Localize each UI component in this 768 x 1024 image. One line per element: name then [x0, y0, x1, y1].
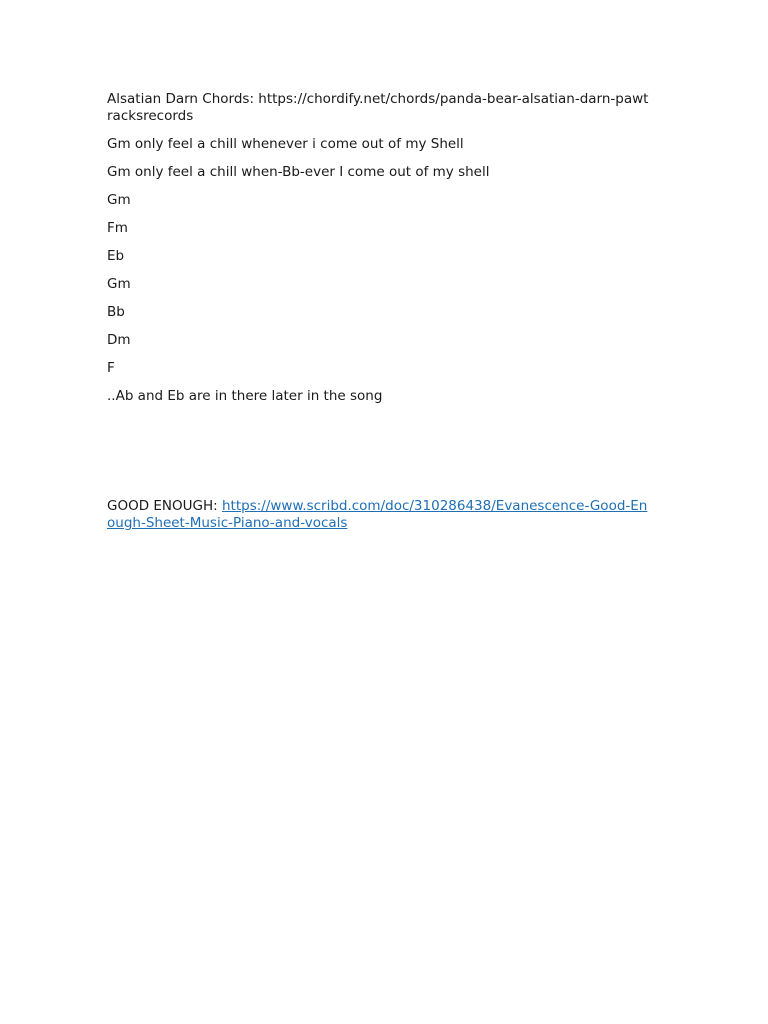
paragraph-chord-gm: Gm: [107, 192, 131, 208]
paragraph-chord-eb: Eb: [107, 248, 125, 264]
document-page: [107, 91, 652, 543]
paragraph-chord-gm-2: Gm: [107, 276, 131, 292]
paragraph-chord-bb: Bb: [107, 304, 125, 320]
paragraph-chord-f: F: [107, 360, 115, 376]
good-enough-link[interactable]: https://www.scribd.com/doc/310286438/Evanescence-Good-Enough-Sheet-Music-Piano-and-vocals: [107, 498, 648, 531]
paragraph-note-ab-eb: ..Ab and Eb are in there later in the song: [107, 388, 383, 404]
paragraph-alsatian-darn-chords: Alsatian Darn Chords: https://chordify.net/chords/panda-bear-alsatian-darn-pawtracksrecords: [107, 91, 649, 124]
paragraph-chord-dm: Dm: [107, 332, 131, 348]
blank-space: [107, 416, 652, 498]
good-enough-label: GOOD ENOUGH:: [107, 498, 222, 514]
paragraph-lyric-line-2: Gm only feel a chill when-Bb-ever I come out of my shell: [107, 164, 490, 180]
paragraph-lyric-line-1: Gm only feel a chill whenever i come out of my Shell: [107, 136, 464, 152]
paragraph-good-enough: [107, 498, 652, 532]
paragraph-chord-fm: Fm: [107, 220, 128, 236]
